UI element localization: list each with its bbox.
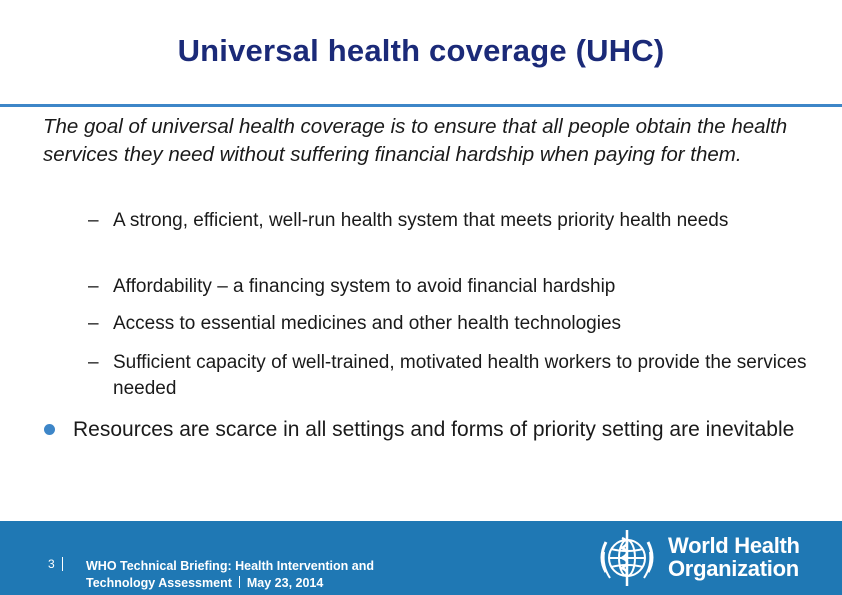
title-divider: [0, 104, 842, 107]
dash-marker: –: [88, 352, 99, 373]
dash-marker: –: [88, 276, 99, 297]
who-wordmark-line-1: World Health: [668, 533, 800, 558]
who-wordmark: [668, 534, 800, 580]
who-logo: [592, 526, 812, 590]
sub-list-item: [88, 311, 808, 337]
page-number: 3: [48, 557, 55, 571]
footer-date: May 23, 2014: [246, 576, 324, 590]
who-emblem-icon: [592, 526, 662, 590]
sub-list-item-text: Sufficient capacity of well-trained, motivated health workers to provide the services needed: [113, 352, 807, 399]
page-number-divider: [62, 557, 63, 571]
bullet-item: [44, 415, 814, 445]
bullet-item-text: Resources are scarce in all settings and forms of priority setting are inevitable: [73, 418, 795, 441]
dash-marker: –: [88, 210, 99, 231]
sub-list-item: [88, 208, 808, 234]
footer-caption: [86, 558, 486, 592]
sub-list-item-text: A strong, efficient, well-run health system that meets priority health needs: [113, 210, 729, 231]
footer-inline-divider: [239, 576, 240, 588]
who-wordmark-line-2: Organization: [668, 556, 799, 581]
slide-title: Universal health coverage (UHC): [177, 33, 665, 68]
footer-line-1: WHO Technical Briefing: Health Intervention and: [86, 559, 374, 573]
sub-list-item-text: Affordability – a financing system to avoid financial hardship: [113, 276, 616, 297]
sub-list-item-text: Access to essential medicines and other health technologies: [113, 313, 622, 334]
dash-marker: –: [88, 313, 99, 334]
intro-paragraph: The goal of universal health coverage is to ensure that all people obtain the health services they need without suffering financial hardship when paying for them.: [43, 115, 788, 166]
footer-line-2: [86, 575, 486, 592]
footer-bar: [0, 521, 842, 595]
footer-line-2-title: Technology Assessment: [86, 576, 232, 590]
sub-list-item: [88, 350, 808, 402]
bullet-dot-icon: [44, 424, 55, 435]
sub-list-item: [88, 274, 808, 300]
